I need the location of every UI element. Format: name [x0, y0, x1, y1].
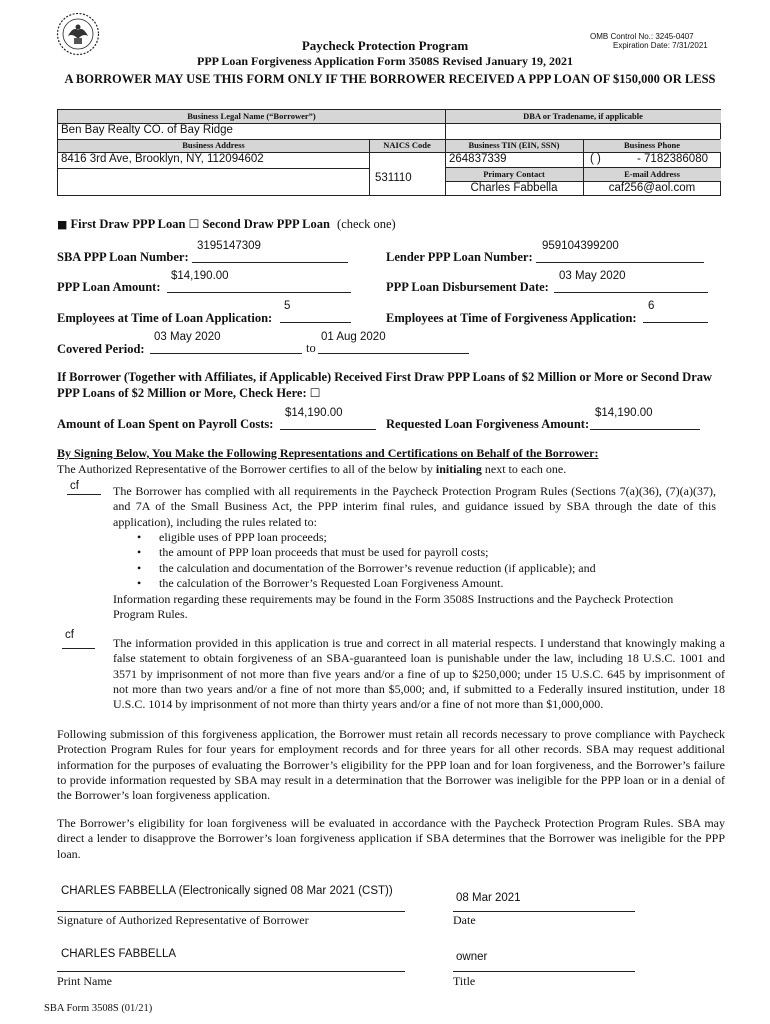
table-divider — [58, 139, 720, 140]
affiliates-text-line2-wrap — [57, 385, 712, 401]
title-field[interactable]: owner — [456, 951, 488, 963]
forgiveness-amount-field[interactable]: $14,190.00 — [595, 407, 653, 419]
print-name-line — [57, 971, 405, 972]
employees-application-line — [280, 322, 351, 323]
affiliates-text-line2: PPP Loans of $2 Million or More, Check Here: — [57, 386, 307, 400]
title-line — [453, 971, 635, 972]
bullet-item: • the calculation and documentation of the Borrower’s revenue reduction (if applicable); and — [137, 561, 697, 576]
business-info-table — [57, 109, 721, 196]
disbursement-date-label: PPP Loan Disbursement Date: — [386, 280, 549, 294]
initial-1-line — [67, 494, 101, 495]
print-name-field[interactable]: CHARLES FABBELLA — [61, 948, 177, 960]
form-id-footer: SBA Form 3508S (01/21) — [44, 1003, 153, 1014]
date-line — [453, 911, 635, 912]
records-paragraph: Following submission of this forgiveness application, the Borrower must retain all records necessary to prove compliance with Paycheck Protection Program Rules for four years for employment records and for three years for all other records. SBA may request additional information for the purposes of evaluating the Borrower’s eligibility for the PPP loan and for loan forgiveness, and the Borrower’s failure to provide information requested by SBA may result in a determination that the Borrower was ineligible for the PPP loan or in a denial of the Borrower’s loan forgiveness application. — [57, 727, 725, 803]
initial-2-line — [62, 648, 95, 649]
covered-period-end-field[interactable]: 01 Aug 2020 — [321, 331, 386, 343]
eligibility-paragraph: The Borrower’s eligibility for loan forgiveness will be evaluated in accordance with the Paycheck Protection Program Rules. SBA may direct a lender to disapprove the Borrower’s loan forgiveness application if SBA determines that the Borrower was ineligible for the PPP loan. — [57, 816, 725, 861]
second-draw-checkbox[interactable]: ☐ — [188, 217, 200, 231]
payroll-costs-label: Amount of Loan Spent on Payroll Costs: — [57, 417, 274, 431]
employees-application-label: Employees at Time of Loan Application: — [57, 311, 273, 325]
sba-loan-number-label: SBA PPP Loan Number: — [57, 250, 189, 264]
naics-field[interactable]: 531110 — [375, 172, 412, 184]
phone-header: Business Phone — [583, 139, 721, 152]
employees-application-field[interactable]: 5 — [284, 300, 291, 312]
loan-amount-line — [167, 292, 351, 293]
first-draw-label: First Draw PPP Loan — [70, 217, 186, 231]
tin-field[interactable]: 264837339 — [449, 153, 507, 165]
certification-item-1: The Borrower has complied with all requirements in the Paycheck Protection Program Rules (Sections 7(a)(36), (7)(a)(37), and 7A of the Small Business Act, the PPP interim final rules, and guidance issued by SBA through the date of this application), including the rules related to: — [113, 484, 716, 529]
affiliates-checkbox[interactable]: ☐ — [309, 386, 321, 400]
contact-header: Primary Contact — [445, 168, 583, 181]
lender-loan-number-field[interactable]: 959104399200 — [542, 240, 619, 252]
lender-loan-number-line — [536, 262, 704, 263]
tin-header: Business TIN (EIN, SSN) — [445, 139, 583, 152]
address-header: Business Address — [58, 139, 369, 152]
affiliates-question — [57, 369, 712, 401]
naics-header: NAICS Code — [369, 139, 445, 152]
certifications-heading: By Signing Below, You Make the Following Representations and Certifications on Behalf of the Borrower: — [57, 446, 599, 460]
date-field[interactable]: 08 Mar 2021 — [456, 892, 521, 904]
second-draw-label: Second Draw PPP Loan — [202, 217, 330, 231]
dba-header: DBA or Tradename, if applicable — [445, 110, 721, 123]
check-one-note: (check one) — [337, 217, 396, 231]
omb-control-number: OMB Control No.: 3245-0407 — [590, 32, 694, 41]
eligibility-notice: A BORROWER MAY USE THIS FORM ONLY IF THE BORROWER RECEIVED A PPP LOAN OF $150,000 OR LESS — [64, 72, 716, 86]
contact-field[interactable]: Charles Fabbella — [470, 182, 558, 194]
covered-period-start-field[interactable]: 03 May 2020 — [154, 331, 221, 343]
certifications-intro-bold: initialing — [435, 462, 482, 476]
loan-amount-label: PPP Loan Amount: — [57, 280, 161, 294]
initial-1-field[interactable]: cf — [70, 480, 79, 492]
forgiveness-amount-line — [590, 429, 700, 430]
certifications-intro — [57, 462, 566, 477]
bullet-item: • the calculation of the Borrower’s Requested Loan Forgiveness Amount. — [137, 576, 697, 591]
date-label: Date — [453, 913, 476, 927]
covered-period-end-line — [318, 353, 469, 354]
table-divider — [583, 139, 584, 195]
bullet-item: • the amount of PPP loan proceeds that must be used for payroll costs; — [137, 545, 697, 560]
certifications-intro-post: next to each one. — [481, 462, 567, 476]
lender-loan-number-label: Lender PPP Loan Number: — [386, 250, 533, 264]
legal-name-field[interactable]: Ben Bay Realty CO. of Bay Ridge — [61, 124, 233, 136]
payroll-costs-field[interactable]: $14,190.00 — [285, 407, 343, 419]
sba-loan-number-line — [192, 262, 348, 263]
email-field[interactable]: caf256@aol.com — [608, 182, 696, 194]
employees-forgiveness-line — [643, 322, 708, 323]
certification-item-2: The information provided in this application is true and correct in all material respects. I understand that knowingly making a false statement to obtain forgiveness of an SBA-guaranteed loan is punishable under the law, including 18 U.S.C. 1001 and 3571 by imprisonment of not more than five years and/or a fine of up to $250,000; under 15 U.S.C. 645 by imprisonment of not more than two years and/or a fine of not more than $5,000; and, if submitted to a Federally insured institution, under 18 U.S.C. 1014 by imprisonment of not more than thirty years and/or a fine of not more than $1,000,000. — [113, 636, 725, 712]
print-name-label: Print Name — [57, 974, 112, 988]
signature-line — [57, 911, 405, 912]
table-divider — [445, 110, 446, 195]
disbursement-date-line — [554, 292, 708, 293]
phone-number-field[interactable]: - 7182386080 — [637, 153, 708, 165]
sba-loan-number-field[interactable]: 3195147309 — [197, 240, 261, 252]
disbursement-date-field[interactable]: 03 May 2020 — [559, 270, 626, 282]
phone-area-code-field[interactable]: ( ) — [590, 153, 601, 165]
bullet-item: • eligible uses of PPP loan proceeds; — [137, 530, 697, 545]
draw-type-row — [57, 217, 396, 232]
title-label: Title — [453, 974, 476, 988]
table-divider — [58, 123, 720, 124]
legal-name-header: Business Legal Name (“Borrower”) — [58, 110, 445, 123]
covered-period-label: Covered Period: — [57, 342, 145, 356]
employees-forgiveness-field[interactable]: 6 — [648, 300, 655, 312]
covered-period-start-line — [150, 353, 302, 354]
employees-forgiveness-label: Employees at Time of Forgiveness Application: — [386, 311, 637, 325]
loan-amount-field[interactable]: $14,190.00 — [171, 270, 229, 282]
certification-item-1-bullets — [137, 530, 697, 591]
certification-item-1-footer: Information regarding these requirements may be found in the Form 3508S Instructions and the Paycheck Protection Program Rules. — [113, 592, 674, 622]
expiration-date: Expiration Date: 7/31/2021 — [613, 41, 708, 50]
forgiveness-amount-label: Requested Loan Forgiveness Amount: — [386, 417, 590, 431]
signature-field[interactable]: CHARLES FABBELLA (Electronically signed 08 Mar 2021 (CST)) — [61, 885, 393, 897]
table-divider — [58, 168, 369, 169]
table-divider — [369, 139, 370, 195]
signature-label: Signature of Authorized Representative of Borrower — [57, 913, 309, 927]
payroll-costs-line — [280, 429, 376, 430]
initial-2-field[interactable]: cf — [65, 629, 74, 641]
certifications-intro-pre: The Authorized Representative of the Borrower certifies to all of the below by — [57, 462, 436, 476]
program-title: Paycheck Protection Program — [301, 38, 469, 53]
form-title: PPP Loan Forgiveness Application Form 3508S Revised January 19, 2021 — [196, 54, 573, 68]
table-divider — [58, 152, 720, 153]
affiliates-text-line1: If Borrower (Together with Affiliates, if Applicable) Received First Draw PPP Loans of $2 Million or More or Second Draw — [57, 370, 713, 384]
first-draw-checkbox[interactable]: ■ — [57, 218, 68, 231]
covered-period-to: to — [306, 341, 316, 355]
address-field[interactable]: 8416 3rd Ave, Brooklyn, NY, 112094602 — [61, 153, 264, 165]
email-header: E-mail Address — [583, 168, 721, 181]
